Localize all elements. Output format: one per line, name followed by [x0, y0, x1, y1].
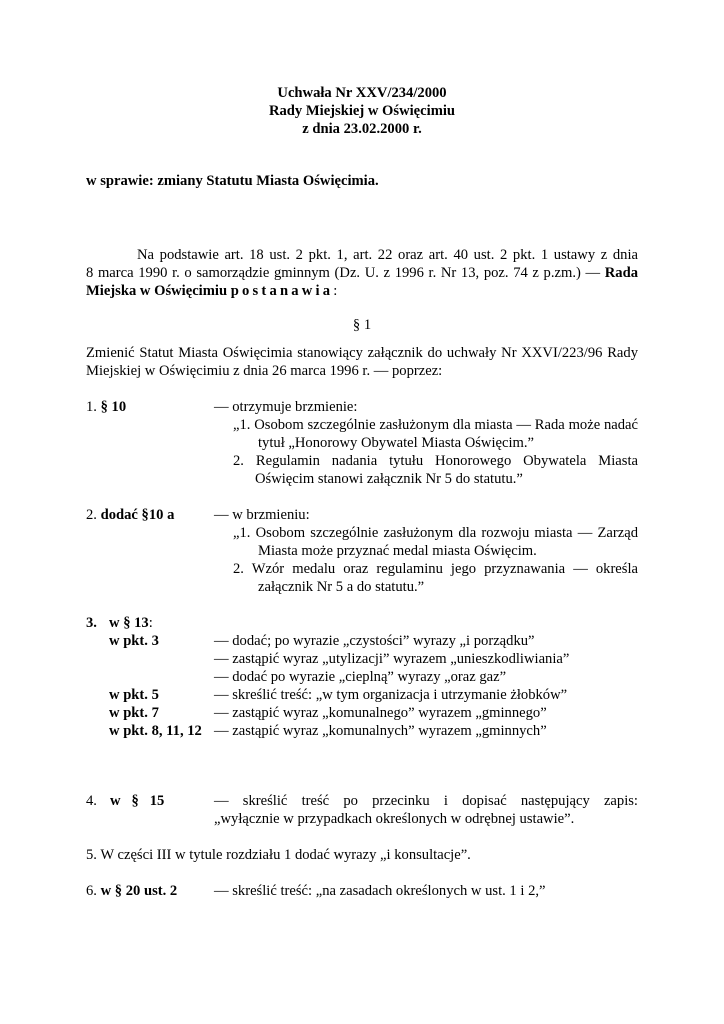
item-1-point-2-line-2: Oświęcim stanowi załącznik Nr 5 do statutu.”: [255, 471, 523, 487]
preamble-council-bold: Rada: [604, 265, 638, 281]
item-3-row-1-label: w pkt. 3: [109, 633, 159, 649]
item-3-row-5-label: w pkt. 7: [109, 705, 159, 721]
item-6-label: [86, 882, 177, 900]
item-6-action: — skreślić treść: „na zasadach określonych w ust. 1 i 2,”: [214, 883, 546, 899]
item-3-paragraph: w § 13: [109, 615, 149, 631]
item-1-number: 1.: [86, 399, 101, 415]
preamble-colon: :: [333, 283, 338, 299]
item-3-row-4-text: — skreślić treść: „w tym organizacja i utrzymanie żłobków”: [214, 687, 568, 703]
item-1-paragraph: § 10: [100, 399, 127, 415]
preamble-decides: postanawia: [230, 283, 334, 299]
item-6-paragraph: w § 20 ust. 2: [100, 883, 178, 899]
section-mark: § 1: [352, 317, 372, 333]
item-1-point-1-line-2: tytuł „Honorowy Obywatel Miasta Oświęcim.”: [258, 435, 535, 451]
item-4-label: w § 15: [110, 793, 165, 809]
preamble-council-bold-2: Miejska w Oświęcimiu: [86, 283, 231, 299]
item-3-row-6-text: — zastąpić wyraz „komunalnych” wyrazem „gminnych”: [214, 723, 547, 739]
preamble-legal-basis: 8 marca 1990 r. o samorządzie gminnym (Dz. U. z 1996 r. Nr 13, poz. 74 z p.zm.) —: [86, 265, 605, 281]
item-5-text: 5. W części III w tytule rozdziału 1 dodać wyrazy „i konsultacje”.: [86, 847, 471, 863]
item-1-action: — otrzymuje brzmienie:: [214, 399, 358, 415]
item-2-point-1-line-2: Miasta może przyznać medal miasta Oświęcim.: [258, 543, 537, 559]
item-3-row-4-label: w pkt. 5: [109, 687, 159, 703]
preamble-line-3: [86, 282, 337, 300]
section-intro-line-2: Miejskiej w Oświęcimiu z dnia 26 marca 1996 r. — poprzez:: [86, 363, 443, 379]
item-3-row-6-label: w pkt. 8, 11, 12: [109, 723, 202, 739]
item-3-row-5-text: — zastąpić wyraz „komunalnego” wyrazem „gminnego”: [214, 705, 547, 721]
item-3-number: 3.: [86, 615, 97, 631]
item-3-colon: :: [148, 615, 153, 631]
item-2-point-1-line-1: „1. Osobom szczególnie zasłużonym dla rozwoju miasta — Zarząd: [233, 525, 638, 541]
resolution-subject: w sprawie: zmiany Statutu Miasta Oświęcimia.: [86, 173, 379, 189]
resolution-number: Uchwała Nr XXV/234/2000: [277, 85, 447, 101]
item-2-point-2-line-2: załącznik Nr 5 a do statutu.”: [258, 579, 425, 595]
item-2-paragraph: dodać §10 a: [100, 507, 175, 523]
resolution-date: z dnia 23.02.2000 r.: [302, 121, 422, 137]
item-3-row-1-text: — dodać; po wyrazie „czystości” wyrazy „i porządku”: [214, 633, 535, 649]
item-6-number: 6.: [86, 883, 101, 899]
item-3-row-3-text: — dodać po wyrazie „cieplną” wyrazy „oraz gaz”: [214, 669, 507, 685]
item-4-line-2: „wyłącznie w przypadkach określonych w odrębnej ustawie”.: [214, 811, 575, 827]
item-1-label: [86, 398, 126, 416]
item-3-row-2-text: — zastąpić wyraz „utylizacji” wyrazem „unieszkodliwiania”: [214, 651, 570, 667]
item-3-label: [109, 614, 153, 632]
preamble-line-1: Na podstawie art. 18 ust. 2 pkt. 1, art. 22 oraz art. 40 ust. 2 pkt. 1 ustawy z dnia: [137, 247, 638, 263]
item-4-line-1: — skreślić treść po przecinku i dopisać następujący zapis:: [214, 793, 638, 809]
item-2-action: — w brzmieniu:: [214, 507, 310, 523]
item-2-point-2-line-1: 2. Wzór medalu oraz regulaminu jego przyznawania — określa: [233, 561, 638, 577]
item-4-number: 4.: [86, 793, 97, 809]
item-2-number: 2.: [86, 507, 101, 523]
council-name: Rady Miejskiej w Oświęcimiu: [268, 103, 456, 119]
item-1-point-1-line-1: „1. Osobom szczególnie zasłużonym dla miasta — Rada może nadać: [233, 417, 638, 433]
preamble-line-2: [86, 264, 638, 282]
item-1-point-2-line-1: 2. Regulamin nadania tytułu Honorowego Obywatela Miasta: [233, 453, 638, 469]
item-2-label: [86, 506, 174, 524]
section-intro-line-1: Zmienić Statut Miasta Oświęcimia stanowiący załącznik do uchwały Nr XXVI/223/96 Rady: [86, 345, 638, 361]
